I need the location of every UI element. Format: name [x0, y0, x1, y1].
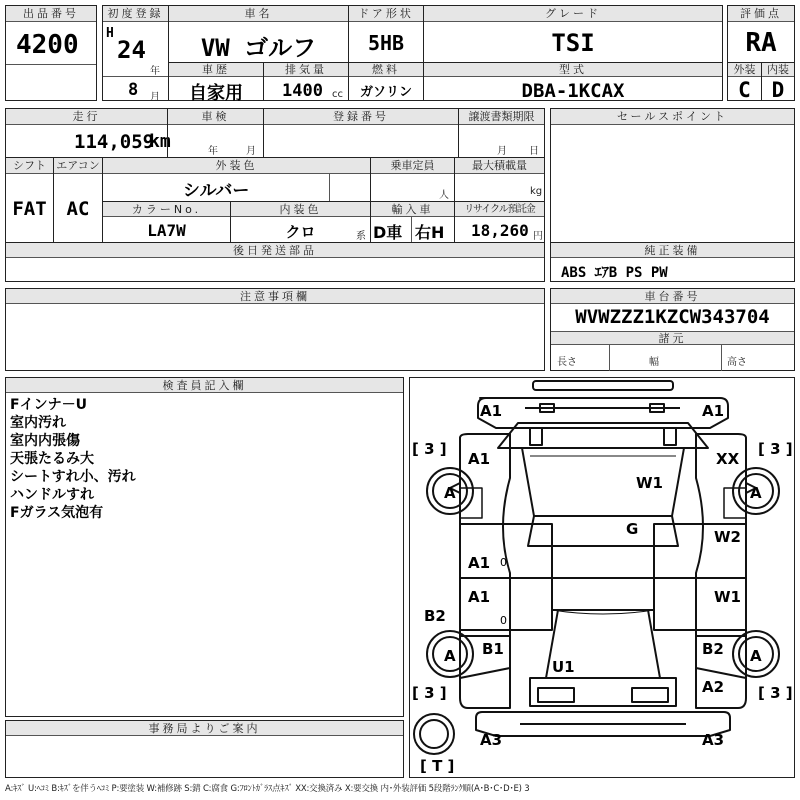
- aircon-box: [53, 157, 103, 243]
- color-no-label: カラーNo.: [103, 202, 230, 217]
- inspector-note: ハンドルすれ: [10, 487, 94, 503]
- shift: FAT: [12, 198, 47, 220]
- inspector-note: Fインナ－U: [10, 397, 87, 413]
- fuel: ガソリン: [359, 85, 412, 100]
- recycle-box: [454, 201, 545, 243]
- roof-label: G: [626, 520, 639, 538]
- int-color: クロ: [285, 223, 316, 241]
- mileage-label: 走行: [6, 109, 167, 125]
- max-load-label: 最大積載量: [455, 158, 544, 174]
- specs-label: 諸元: [551, 331, 794, 345]
- rear-right-bumper-label: A3: [702, 731, 725, 749]
- color-no: LA7W: [147, 221, 186, 240]
- door-fr-label: W2: [714, 528, 741, 546]
- office-label: 事務局よりご案内: [6, 721, 403, 736]
- tire-rl-label: A: [444, 647, 456, 665]
- int-color-box: [230, 201, 371, 243]
- inspector-note: シートすれ小、汚れ: [10, 469, 136, 485]
- import-box: [370, 201, 455, 243]
- recycle-label: リサイクル預託金: [455, 202, 544, 217]
- year-unit: 年: [150, 66, 160, 77]
- displacement-box: [263, 62, 349, 101]
- history-label: 車歴: [169, 63, 263, 77]
- transfer-box: [458, 108, 545, 158]
- lot-box: [5, 5, 97, 101]
- car-name: VW ゴルフ: [200, 34, 317, 62]
- handle-side: 右H: [415, 223, 445, 242]
- cc-unit: cc: [332, 89, 343, 100]
- inspector-note: Fガラス気泡有: [10, 505, 104, 521]
- aircon: AC: [66, 198, 90, 220]
- first-registration-box: [102, 5, 169, 101]
- recycle-fee: 18,260: [471, 221, 529, 240]
- tire-rr-count: [ 3 ]: [758, 684, 793, 702]
- later-parts-box: [5, 242, 545, 282]
- transfer-label: 譲渡書類期限: [459, 109, 544, 125]
- trunk-label: U1: [552, 658, 575, 676]
- sales-point-box: [550, 108, 795, 243]
- door-rr-label: W1: [714, 588, 741, 606]
- ext-color-label: 外装色: [103, 158, 370, 174]
- fender-fl-label: A1: [468, 450, 491, 468]
- equipment: ABS ｴｱB PS PW: [561, 265, 668, 281]
- km-unit: km: [149, 131, 171, 152]
- car-name-label: 車名: [169, 6, 348, 22]
- height-label: 高さ: [727, 357, 747, 368]
- inspector-note: 室内内張傷: [10, 433, 80, 449]
- reg-year: 24: [117, 36, 146, 64]
- exterior-grade: C: [738, 78, 751, 102]
- plate-label: 登録番号: [264, 109, 458, 125]
- tire-fr-count: [ 3 ]: [758, 440, 793, 458]
- inspection-label: 車検: [168, 109, 263, 125]
- fuel-label: 燃料: [349, 63, 423, 77]
- ext-color-box: [102, 157, 371, 202]
- office-box: [5, 720, 404, 778]
- transfer-day-unit: 日: [529, 146, 539, 157]
- month-unit: 月: [150, 92, 160, 103]
- door-box: [348, 5, 424, 63]
- tire-fl-label: A: [444, 484, 456, 502]
- lot-number: 4200: [16, 30, 79, 60]
- chassis-box: [550, 288, 795, 371]
- grade-box: [423, 5, 723, 63]
- width-label: 幅: [649, 357, 659, 368]
- inspection-box: [167, 108, 264, 158]
- capacity-unit: 人: [439, 190, 449, 201]
- exterior-grade-box: [727, 62, 762, 101]
- capacity-label: 乗車定員: [371, 158, 454, 174]
- chassis-label: 車台番号: [551, 289, 794, 304]
- era: H: [106, 26, 114, 41]
- sales-point-label: セールスポイント: [551, 109, 794, 125]
- score: RA: [745, 28, 777, 58]
- inspector-note: 天張たるみ大: [10, 451, 94, 467]
- exterior-label: 外装: [728, 63, 761, 77]
- inspection-year-unit: 年: [208, 146, 218, 157]
- door-rl-zero: 0: [500, 614, 507, 627]
- int-color-unit: 系: [356, 231, 366, 242]
- score-box: [727, 5, 795, 63]
- tire-fr-label: A: [750, 484, 762, 502]
- rear-right-label: A2: [702, 678, 725, 696]
- caution-box: [5, 288, 545, 371]
- tire-rr-label: A: [750, 647, 762, 665]
- legend: A:ｷｽﾞ U:ﾍｺﾐ B:ｷｽﾞを伴うﾍｺﾐ P:要塗装 W:補修跡 S:錆 C:腐食 G:ﾌﾛﾝﾄｶﾞﾗｽ点ｷｽﾞ XX:交換済み X:要交換 内･外装評価 5段階ﾗﾝｸ順(A･B･C･D･E) 3: [5, 784, 530, 794]
- inspector-note: 室内汚れ: [10, 415, 66, 431]
- reg-month: 8: [128, 80, 139, 100]
- capacity-box: [370, 157, 455, 202]
- interior-grade: D: [771, 78, 785, 102]
- max-load-box: [454, 157, 545, 202]
- mileage: 114,059: [74, 131, 155, 153]
- caution-label: 注意事項欄: [6, 289, 544, 304]
- rear-left-bumper-label: A3: [480, 731, 503, 749]
- grade: TSI: [551, 29, 595, 57]
- lot-label: 出品番号: [6, 6, 96, 22]
- interior-grade-box: [761, 62, 795, 101]
- door-rl-label: A1: [468, 588, 491, 606]
- equipment-box: [550, 242, 795, 282]
- quarter-left-label: B1: [482, 640, 504, 658]
- import-label: 輸入車: [371, 202, 454, 217]
- inspector-label: 検査員記入欄: [6, 378, 403, 393]
- score-label: 評価点: [728, 6, 794, 22]
- door-fl-zero: 0: [500, 556, 507, 569]
- model-box: [423, 62, 723, 101]
- import-type: D車: [373, 223, 403, 242]
- car-name-box: [168, 5, 349, 63]
- tire-fl-count: [ 3 ]: [412, 440, 447, 458]
- fender-fr-label: XX: [716, 450, 740, 468]
- inspector-box: [5, 377, 404, 717]
- sill-left-label: B2: [424, 607, 446, 625]
- shift-box: [5, 157, 54, 243]
- transfer-month-unit: 月: [497, 146, 507, 157]
- displacement: 1400: [282, 81, 323, 101]
- mileage-box: [5, 108, 171, 158]
- front-left-label: A1: [480, 402, 503, 420]
- grade-label: グレード: [424, 6, 722, 22]
- quarter-right-label: B2: [702, 640, 724, 658]
- car-diagram: [410, 378, 794, 777]
- yen-unit: 円: [533, 231, 543, 242]
- chassis-number: WVWZZZ1KZCW343704: [575, 306, 770, 328]
- history-box: [168, 62, 264, 104]
- car-diagram-box: [409, 377, 795, 778]
- later-parts-label: 後日発送部品: [6, 243, 544, 258]
- fuel-box: [348, 62, 424, 101]
- aircon-label: エアコン: [54, 158, 102, 174]
- tire-rl-count: [ 3 ]: [412, 684, 447, 702]
- spare-tire-label: [ T ]: [420, 757, 455, 775]
- model-code: DBA-1KCAX: [521, 80, 625, 102]
- length-label: 長さ: [557, 357, 577, 368]
- first-reg-label: 初度登録: [103, 6, 168, 22]
- color-no-box: [102, 201, 231, 243]
- ext-color: シルバー: [183, 181, 250, 201]
- model-label: 型式: [424, 63, 722, 77]
- kg-unit: kg: [530, 186, 543, 197]
- shift-label: シフト: [6, 158, 53, 174]
- door-fl-label: A1: [468, 554, 491, 572]
- windshield-label: W1: [636, 474, 663, 492]
- displacement-label: 排気量: [264, 63, 348, 77]
- history: 自家用: [189, 83, 243, 104]
- interior-label: 内装: [762, 63, 794, 77]
- equipment-label: 純正装備: [551, 243, 794, 258]
- door-label: ドア形状: [349, 6, 423, 22]
- inspection-month-unit: 月: [246, 146, 256, 157]
- door-type: 5HB: [367, 31, 405, 55]
- plate-box: [263, 108, 459, 158]
- front-right-label: A1: [702, 402, 725, 420]
- int-color-label: 内装色: [231, 202, 370, 217]
